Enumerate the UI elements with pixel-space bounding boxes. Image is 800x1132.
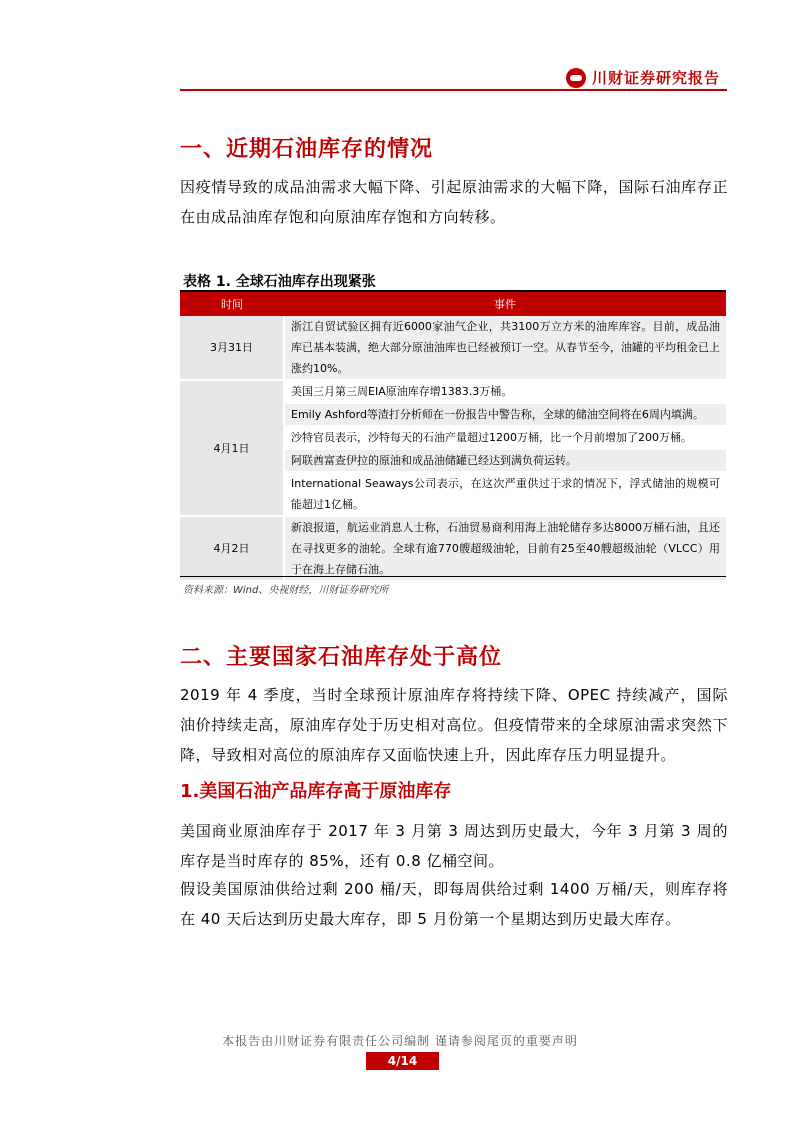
table-row: [180, 316, 726, 380]
table-row: [180, 380, 726, 403]
table-cell-date: 4月2日: [180, 516, 284, 581]
section2-heading: 二、主要国家石油库存处于高位: [180, 645, 503, 670]
table-source: 资料来源：Wind、央视财经，川财证券研究所: [183, 585, 389, 596]
table-header-event: 事件: [284, 292, 726, 316]
table-title: 表格 1. 全球石油库存出现紧张: [183, 274, 376, 290]
section1-paragraph: 因疫情导致的成品油需求大幅下降、引起原油需求的大幅下降，国际石油库存正在由成品油库存饱和向原油库存饱和方向转移。: [180, 178, 728, 226]
subsection1-heading: 1.美国石油产品库存高于原油库存: [180, 781, 452, 802]
section2-paragraph: 2019 年 4 季度，当时全球预计原油库存将持续下降、OPEC 持续减产，国际油价持续走高，原油库存处于历史相对高位。但疫情带来的全球原油需求突然下降，导致相对高位的原油库存又面临快速上升，因此库存压力明显提升。: [180, 686, 728, 764]
header-brand: 川财证券研究报告: [592, 69, 721, 87]
table-cell-event: 新浪报道，航运业消息人士称，石油贸易商利用海上油轮储存多达8000万桶石油，且还在寻找更多的油轮。全球有逾770艘超级油轮，目前有25至40艘超级油轮（VLCC）用于在海上存储石油。: [284, 516, 726, 581]
table-header-time: 时间: [180, 292, 284, 316]
table-row: [180, 516, 726, 581]
table-cell-event: 美国三月第三周EIA原油库存增1383.3万桶。: [284, 380, 726, 403]
table-header-row: [180, 292, 726, 316]
table-cell-event: 浙江自贸试验区拥有近6000家油气企业，共3100万立方米的油库库容。目前，成品油库已基本装满，绝大部分原油油库也已经被预订一空。从春节至今，油罐的平均租金已上涨约10%。: [284, 316, 726, 380]
section1-heading: 一、近期石油库存的情况: [180, 137, 434, 162]
table-cell-event: 沙特官员表示，沙特每天的石油产量超过1200万桶，比一个月前增加了200万桶。: [284, 426, 726, 449]
table-cell-event: Emily Ashford等渣打分析师在一份报告中警告称，全球的储油空间将在6周内填满。: [284, 403, 726, 426]
table-cell-event: International Seaways公司表示，在这次严重供过于求的情况下，浮式储油的规模可能超过1亿桶。: [284, 472, 726, 516]
company-logo-icon: [566, 68, 586, 88]
header-divider: [180, 89, 727, 91]
table-cell-date: 4月1日: [180, 380, 284, 516]
footer-notice: 本报告由川财证券有限责任公司编制 谨请参阅尾页的重要声明: [222, 1034, 578, 1048]
table-cell-date: 3月31日: [180, 316, 284, 380]
subsection1-paragraph-2: 假设美国原油供给过剩 200 桶/天，即每周供给过剩 1400 万桶/天，则库存将在 40 天后达到历史最大库存，即 5 月份第一个星期达到历史最大库存。: [180, 880, 728, 928]
events-table: [180, 292, 726, 582]
subsection1-paragraph-1: 美国商业原油库存于 2017 年 3 月第 3 周达到历史最大，今年 3 月第 3 周的库存是当时库存的 85%，还有 0.8 亿桶空间。: [180, 822, 728, 870]
table-bottom-rule: [180, 576, 726, 577]
page-number: 4/14: [366, 1052, 439, 1070]
table-cell-event: 阿联酋富查伊拉的原油和成品油储罐已经达到满负荷运转。: [284, 449, 726, 472]
